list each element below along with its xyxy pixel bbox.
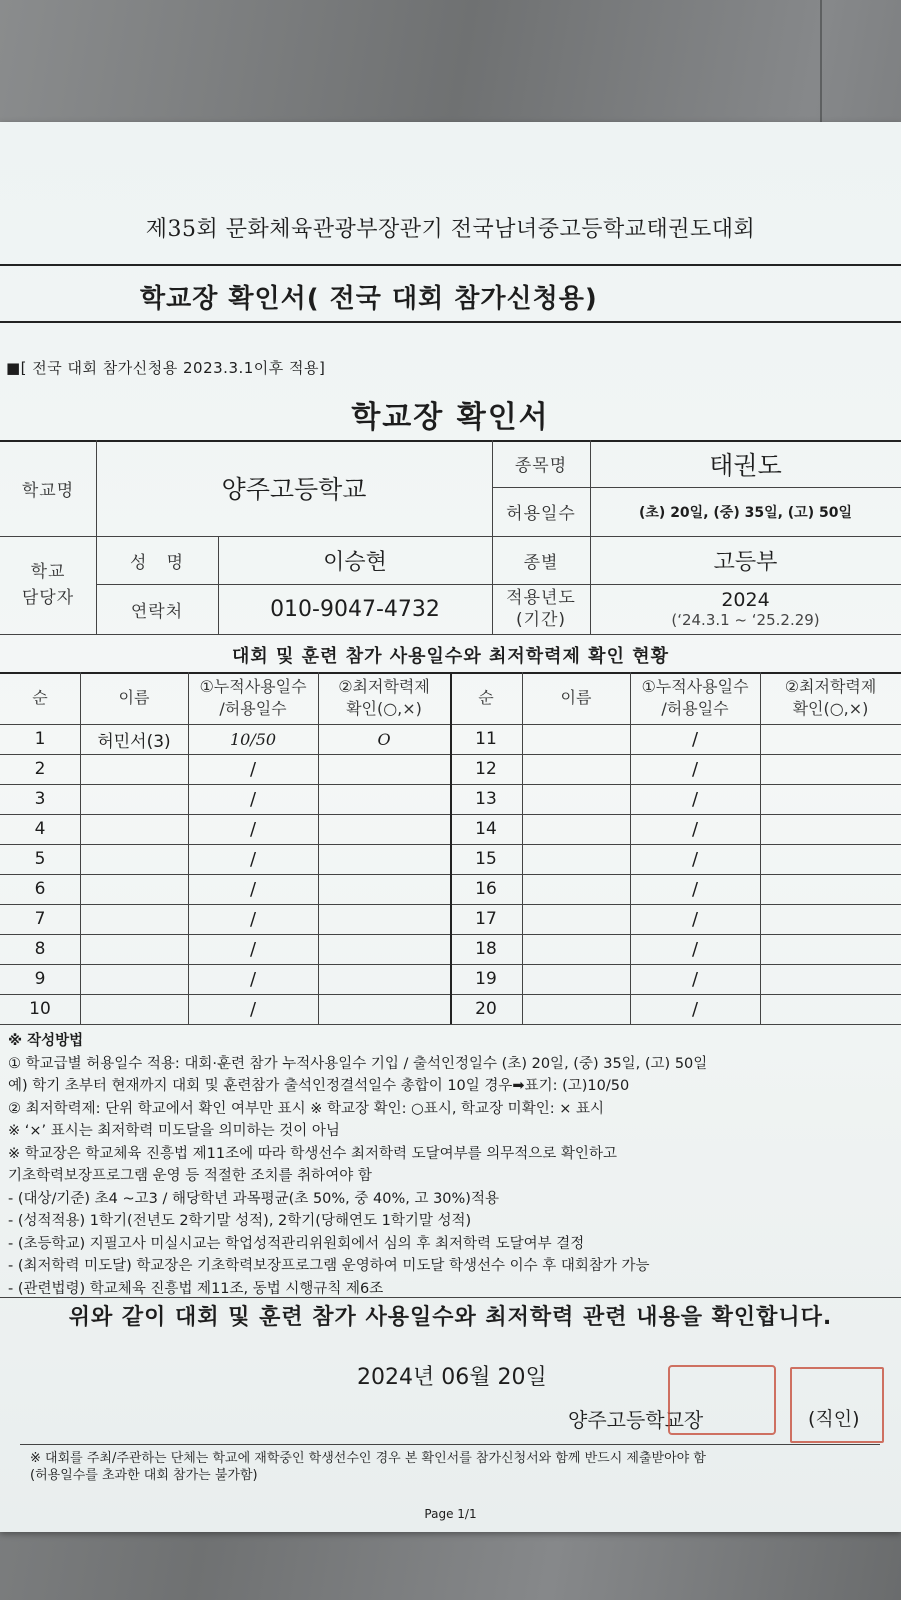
- row-name: [80, 754, 188, 784]
- row-name: [80, 874, 188, 904]
- row-number: 5: [34, 849, 46, 869]
- row-name: [80, 784, 188, 814]
- row-number: 2: [34, 759, 46, 779]
- divider: [0, 321, 901, 323]
- row-days: /: [691, 938, 699, 960]
- row-number: 8: [34, 939, 46, 959]
- row-number: 10: [29, 999, 51, 1019]
- row-days: 10/50: [229, 729, 277, 749]
- row-days: /: [691, 998, 699, 1020]
- row-days: /: [691, 908, 699, 930]
- row-academic: [760, 994, 901, 1024]
- row-days: /: [691, 788, 699, 810]
- row-academic: [318, 964, 450, 994]
- row-academic: [318, 994, 450, 1024]
- year-label: 적용년도 (기간): [506, 588, 576, 630]
- version-note: ■[ 전국 대회 참가신청용 2023.3.1이후 적용]: [6, 359, 326, 377]
- header-days: ①누적사용일수 /허용일수: [641, 677, 749, 718]
- row-days: /: [249, 818, 257, 840]
- row-name: [522, 994, 630, 1024]
- footnote-line: ※ 대회를 주최/주관하는 단체는 학교에 재학중인 학생선수인 경우 본 확인서를 참가신청서와 함께 반드시 제출받아야 함: [30, 1451, 706, 1466]
- row-name: [80, 994, 188, 1024]
- row-number: 9: [34, 969, 46, 989]
- row-academic: [760, 844, 901, 874]
- row-number: 16: [475, 879, 497, 899]
- row-academic: [318, 814, 450, 844]
- header-no: 순: [32, 688, 48, 707]
- row-number: 12: [475, 759, 497, 779]
- row-academic: [760, 754, 901, 784]
- note-line: ※ 작성방법: [8, 1033, 84, 1049]
- note-line: - (초등학교) 지필고사 미실시교는 학업성적관리위원회에서 심의 후 최저학력 도달여부 결정: [8, 1235, 585, 1252]
- row-number: 4: [34, 819, 46, 839]
- note-line: - (관련법령) 학교체육 진흥법 제11조, 동법 시행규칙 제6조: [8, 1280, 384, 1297]
- row-days: /: [249, 908, 257, 930]
- contact-value: 010-9047-4732: [270, 596, 440, 622]
- row-academic: [760, 934, 901, 964]
- year-cell: [590, 584, 901, 634]
- event-value: 태권도: [709, 450, 782, 480]
- row-name: 허민서(3): [97, 731, 171, 752]
- row-academic: [318, 754, 450, 784]
- row-days: /: [249, 788, 257, 810]
- floor-seam: [820, 0, 822, 125]
- header-academic: ②최저학력제 확인(○,×): [784, 677, 877, 718]
- instructions: [8, 1030, 898, 1300]
- seal-label: (직인): [808, 1408, 860, 1430]
- name-value: 이승현: [323, 549, 387, 575]
- row-name: [80, 844, 188, 874]
- allowed-days-value: (초) 20일, (중) 35일, (고) 50일: [639, 504, 852, 521]
- event-label: 종목명: [514, 456, 568, 476]
- row-academic: [318, 934, 450, 964]
- row-name: [522, 784, 630, 814]
- row-name: [522, 904, 630, 934]
- row-days: /: [249, 998, 257, 1020]
- row-number: 15: [475, 849, 497, 869]
- row-days: /: [691, 728, 699, 750]
- divider: [20, 1444, 880, 1445]
- row-academic: [318, 784, 450, 814]
- section-title: 대회 및 훈련 참가 사용일수와 최저학력제 확인 현황: [231, 646, 669, 667]
- row-number: 13: [475, 789, 497, 809]
- event-title: 제35회 문화체육관광부장관기 전국남녀중고등학교태권도대회: [145, 217, 756, 242]
- row-days: /: [691, 758, 699, 780]
- row-days: /: [249, 848, 257, 870]
- footnote: [30, 1450, 890, 1484]
- row-name: [522, 724, 630, 754]
- signer-name: 양주고등학교장: [568, 1408, 704, 1432]
- row-number: 11: [475, 729, 497, 749]
- school-value: 양주고등학교: [221, 475, 367, 504]
- row-academic: [760, 874, 901, 904]
- row-days: /: [249, 878, 257, 900]
- row-name: [522, 754, 630, 784]
- row-academic: [760, 814, 901, 844]
- allowed-days-label: 허용일수: [506, 504, 576, 524]
- row-name: [522, 844, 630, 874]
- note-line: - (대상/기준) 초4 ~고3 / 해당학년 과목평균(초 50%, 중 40%, 고 30%)적용: [8, 1190, 499, 1207]
- row-name: [80, 814, 188, 844]
- page-number: Page 1/1: [424, 1507, 477, 1521]
- name-label: 성 명: [129, 552, 185, 573]
- note-line: 기초학력보장프로그램 운영 등 적절한 조치를 취하여야 함: [8, 1168, 372, 1184]
- row-academic: [760, 724, 901, 754]
- row-number: 14: [475, 819, 497, 839]
- header-days: ①누적사용일수 /허용일수: [199, 677, 307, 718]
- row-academic: [318, 874, 450, 904]
- row-number: 19: [475, 969, 497, 989]
- header-name: 이름: [118, 688, 150, 707]
- note-line: - (최저학력 미도달) 학교장은 기초학력보장프로그램 운영하여 미도달 학생선수 이수 후 대회참가 가능: [8, 1258, 650, 1274]
- year-value: 2024: [721, 589, 770, 611]
- row-days: /: [691, 878, 699, 900]
- row-name: [522, 934, 630, 964]
- note-line: ※ ‘×’ 표시는 최저학력 미도달을 의미하는 것이 아님: [8, 1123, 340, 1139]
- row-days: /: [249, 938, 257, 960]
- row-number: 1: [34, 729, 46, 749]
- row-academic: [760, 784, 901, 814]
- grid-line: [0, 1024, 901, 1025]
- row-name: [80, 904, 188, 934]
- header-academic: ②최저학력제 확인(○,×): [338, 677, 430, 718]
- row-number: 18: [475, 939, 497, 959]
- row-days: /: [249, 758, 257, 780]
- row-number: 6: [34, 879, 46, 899]
- note-line: ※ 학교장은 학교체육 진흥법 제11조에 따라 학생선수 최저학력 도달여부를 의무적으로 확인하고: [8, 1145, 617, 1162]
- header-no: 순: [478, 688, 494, 707]
- main-heading: 학교장 확인서: [351, 400, 550, 435]
- row-name: [522, 874, 630, 904]
- note-line: 예) 학기 초부터 현재까지 대회 및 훈련참가 출석인정결석일수 총합이 10일 경우➡표기: (고)10/50: [8, 1078, 630, 1094]
- school-label: 학교명: [21, 480, 75, 501]
- manager-label: 학교 담당자: [21, 562, 75, 608]
- row-academic: [760, 964, 901, 994]
- row-academic: [318, 844, 450, 874]
- row-number: 20: [475, 999, 497, 1019]
- note-line: ② 최저학력제: 단위 학교에서 확인 여부만 표시 ※ 학교장 확인: ○표시, 학교장 미확인: × 표시: [8, 1100, 604, 1117]
- row-days: /: [691, 968, 699, 990]
- year-period: (‘24.3.1 ~ ‘25.2.29): [671, 611, 820, 629]
- division-value: 고등부: [713, 549, 778, 575]
- document-title: 학교장 확인서( 전국 대회 참가신청용): [140, 284, 598, 314]
- footnote-line: (허용일수를 초과한 대회 참가는 불가함): [30, 1468, 258, 1483]
- signature-date: 2024년 06월 20일: [357, 1365, 547, 1390]
- header-name: 이름: [560, 688, 592, 707]
- grid-line: [0, 634, 901, 635]
- school-seal-stamp: [668, 1365, 776, 1435]
- note-line: ① 학교급별 허용일수 적용: 대회·훈련 참가 누적사용일수 기입 / 출석인정일수 (초) 20일, (중) 35일, (고) 50일: [8, 1055, 708, 1072]
- row-name: [522, 814, 630, 844]
- row-name: [80, 934, 188, 964]
- row-number: 17: [475, 909, 497, 929]
- row-name: [80, 964, 188, 994]
- row-days: /: [249, 968, 257, 990]
- divider: [0, 1297, 901, 1298]
- confirmation-statement: 위와 같이 대회 및 훈련 참가 사용일수와 최저학력 관련 내용을 확인합니다.: [68, 1305, 833, 1330]
- note-line: - (성적적용) 1학기(전년도 2학기말 성적), 2학기(당해연도 1학기말 성적): [8, 1213, 472, 1229]
- contact-label: 연락처: [130, 601, 184, 622]
- row-name: [522, 964, 630, 994]
- document-sheet: [0, 122, 901, 1532]
- row-academic: [760, 904, 901, 934]
- row-academic: O: [377, 729, 391, 749]
- row-academic: [318, 904, 450, 934]
- divider: [0, 264, 901, 266]
- row-days: /: [691, 848, 699, 870]
- row-number: 3: [34, 789, 46, 809]
- row-number: 7: [34, 909, 46, 929]
- row-days: /: [691, 818, 699, 840]
- division-label: 종별: [523, 552, 559, 573]
